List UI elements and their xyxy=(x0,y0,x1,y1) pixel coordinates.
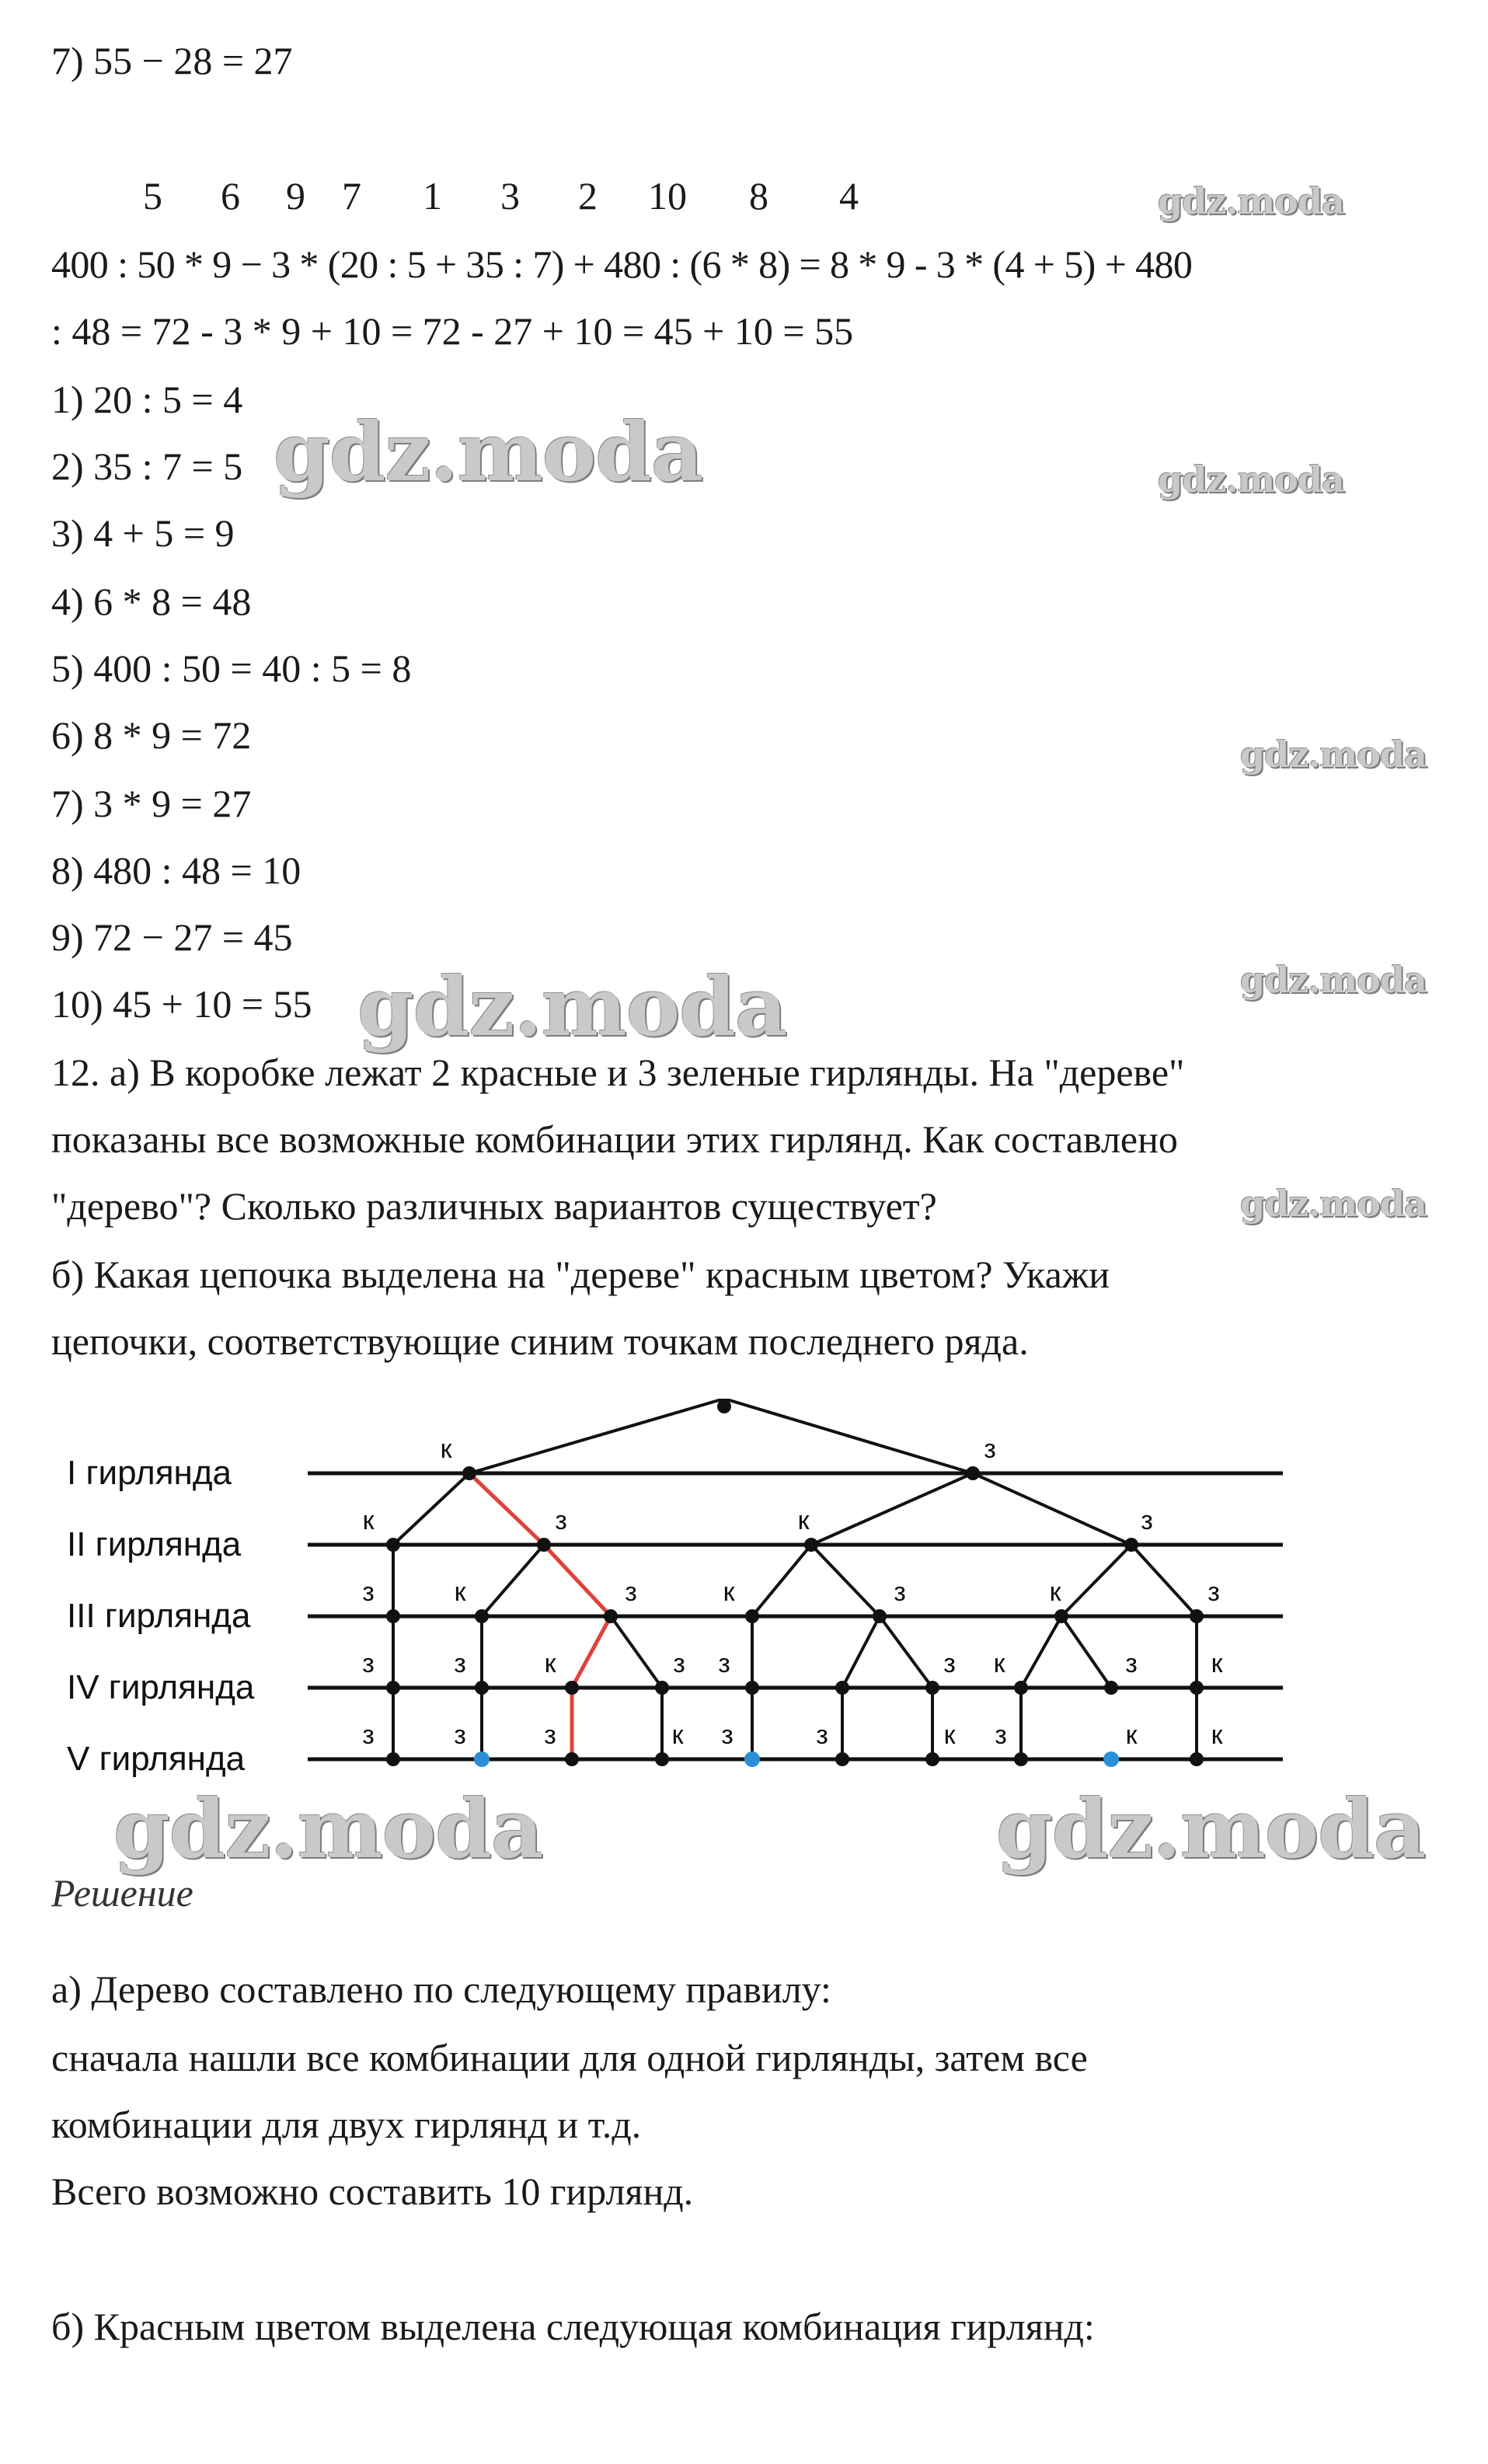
answer-line: а) Дерево составлено по следующему правилу: xyxy=(51,1967,831,2011)
expression-line: : 48 = 72 - 3 * 9 + 10 = 72 - 27 + 10 = 45 + 10 = 55 xyxy=(51,309,854,353)
node-label-red: к xyxy=(1049,1577,1061,1607)
step-line: 2) 35 : 7 = 5 xyxy=(51,444,243,488)
node-label-red: к xyxy=(671,1720,684,1750)
order-number: 2 xyxy=(578,174,598,218)
node-label-red: к xyxy=(993,1649,1005,1678)
node-labels xyxy=(362,1434,1223,1750)
watermark: gdz.moda xyxy=(1240,959,1427,1001)
node-label-green: з xyxy=(1125,1649,1138,1678)
step-line: 4) 6 * 8 = 48 xyxy=(51,580,252,623)
answer-line: Всего возможно составить 10 гирлянд. xyxy=(51,2170,694,2213)
watermark: gdz.moda xyxy=(274,404,703,500)
node-label-red: к xyxy=(723,1577,735,1607)
watermark: gdz.moda xyxy=(996,1781,1426,1877)
level-label-5: V гирлянда xyxy=(67,1740,246,1778)
step-line: 9) 72 − 27 = 45 xyxy=(51,915,293,959)
watermark: gdz.moda xyxy=(1240,1183,1427,1225)
expression-line: 400 : 50 * 9 − 3 * (20 : 5 + 35 : 7) + 480 : (6 * 8) = 8 * 9 - 3 * (4 + 5) + 480 xyxy=(51,242,1193,286)
node-label-green: з xyxy=(718,1649,730,1678)
node-label-green: з xyxy=(625,1577,637,1607)
question-line: б) Какая цепочка выделена на "дереве" красным цветом? Укажи xyxy=(51,1253,1110,1296)
order-number: 7 xyxy=(342,174,361,218)
node-label-green: з xyxy=(984,1434,996,1464)
watermark: gdz.moda xyxy=(1158,180,1344,222)
level-label-3: III гирлянда xyxy=(67,1597,251,1635)
node-label-green: з xyxy=(1207,1577,1220,1607)
order-number: 5 xyxy=(143,174,162,218)
watermark: gdz.moda xyxy=(113,1781,543,1877)
level-label-1: I гирлянда xyxy=(67,1454,232,1492)
node-label-green: з xyxy=(721,1720,734,1750)
watermark: gdz.moda xyxy=(357,959,787,1054)
question-line: показаны все возможные комбинации этих гирлянд. Как составлено xyxy=(51,1117,1178,1161)
question-line: "дерево"? Сколько различных вариантов существует? xyxy=(51,1184,937,1228)
step-line: 3) 4 + 5 = 9 xyxy=(51,511,235,555)
question-line: 12. а) В коробке лежат 2 красные и 3 зеленые гирлянды. На "дереве" xyxy=(51,1051,1185,1094)
node-label-green: з xyxy=(943,1649,956,1678)
node-label-green: з xyxy=(362,1720,375,1750)
order-number: 8 xyxy=(749,174,768,218)
watermark: gdz.moda xyxy=(1240,734,1427,775)
node-label-red: к xyxy=(544,1649,556,1678)
answer-line: комбинации для двух гирлянд и т.д. xyxy=(51,2103,642,2146)
node-label-green: з xyxy=(555,1506,567,1535)
level-label-4: IV гирлянда xyxy=(67,1668,255,1706)
answer-line: б) Красным цветом выделена следующая комбинация гирлянд: xyxy=(51,2305,1095,2348)
node-label-green: з xyxy=(454,1649,466,1678)
level-label-2: II гирлянда xyxy=(67,1525,242,1563)
node-label-red: к xyxy=(1125,1720,1138,1750)
order-number: 3 xyxy=(500,174,520,218)
order-number: 4 xyxy=(839,174,859,218)
node-label-green: з xyxy=(362,1577,375,1607)
step-line: 5) 400 : 50 = 40 : 5 = 8 xyxy=(51,646,412,690)
combination-tree-diagram xyxy=(51,1399,1295,1803)
node-label-red: к xyxy=(454,1577,466,1607)
node-label-green: з xyxy=(1141,1506,1153,1535)
question-line: цепочки, соответствующие синим точкам последнего ряда. xyxy=(51,1319,1029,1363)
node-label-red: к xyxy=(797,1506,810,1535)
order-number: 9 xyxy=(286,174,305,218)
node-label-green: з xyxy=(454,1720,466,1750)
tree-level-lines xyxy=(308,1473,1283,1759)
order-number: 10 xyxy=(648,174,687,218)
node-label-red: к xyxy=(1211,1649,1223,1678)
node-label-green: з xyxy=(995,1720,1007,1750)
node-label-green: з xyxy=(362,1649,375,1678)
node-label-green: з xyxy=(673,1649,685,1678)
node-label-green: з xyxy=(894,1577,906,1607)
step-line: 7) 3 * 9 = 27 xyxy=(51,782,252,825)
node-label-red: к xyxy=(362,1506,375,1535)
node-label-red: к xyxy=(440,1434,452,1464)
node-label-green: з xyxy=(816,1720,828,1750)
step-line: 8) 480 : 48 = 10 xyxy=(51,849,301,892)
solution-heading: Решение xyxy=(51,1871,193,1915)
tree-edges xyxy=(393,1399,1197,1759)
watermark: gdz.moda xyxy=(1158,458,1344,500)
step-line: 1) 20 : 5 = 4 xyxy=(51,378,243,421)
text-line: 7) 55 − 28 = 27 xyxy=(51,39,293,82)
node-label-red: к xyxy=(943,1720,956,1750)
step-line: 6) 8 * 9 = 72 xyxy=(51,713,252,757)
node-label-green: з xyxy=(544,1720,556,1750)
order-number: 1 xyxy=(423,174,442,218)
answer-line: сначала нашли все комбинации для одной гирлянды, затем все xyxy=(51,2036,1088,2079)
node-label-red: к xyxy=(1211,1720,1223,1750)
order-number: 6 xyxy=(221,174,240,218)
step-line: 10) 45 + 10 = 55 xyxy=(51,982,312,1026)
